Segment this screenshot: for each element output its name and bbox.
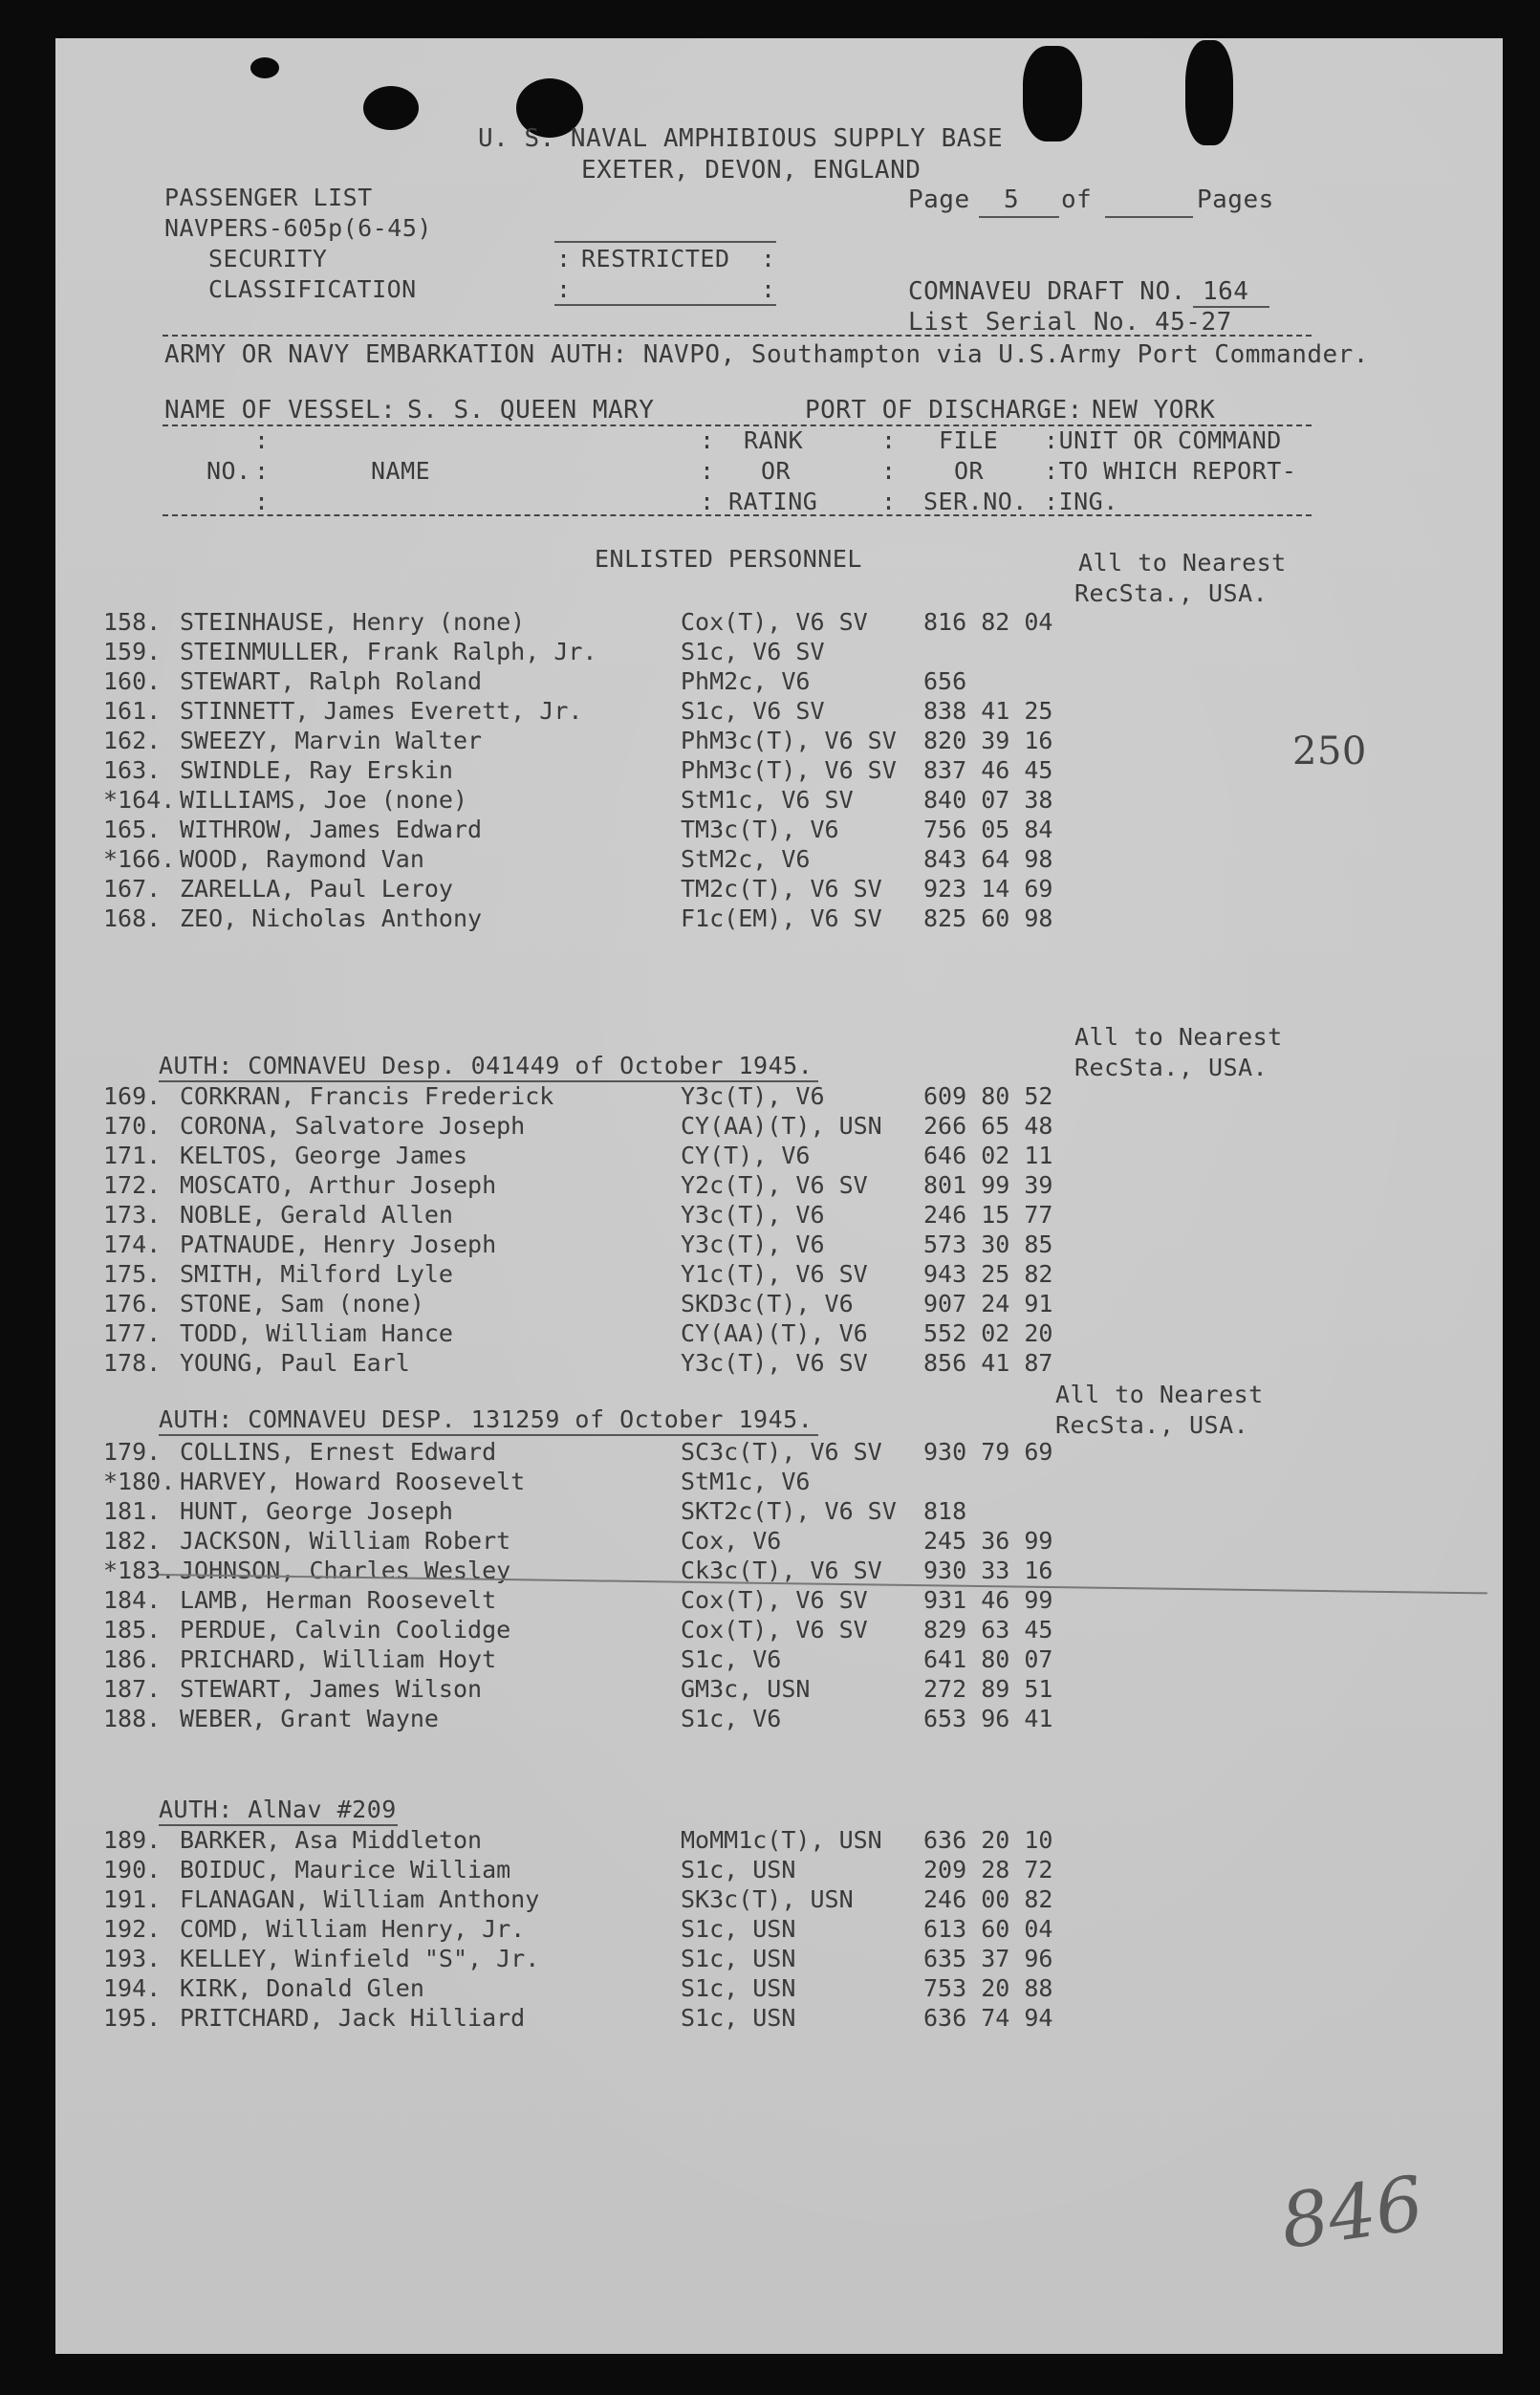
destination-note: RecSta., USA. bbox=[1074, 1054, 1269, 1081]
table-row bbox=[0, 1497, 1447, 1526]
section-title: ENLISTED PERSONNEL bbox=[595, 545, 862, 573]
passenger-name: STINNETT, James Everett, Jr. bbox=[180, 697, 583, 725]
row-number: 171. bbox=[103, 1142, 162, 1169]
rank-rating: S1c, USN bbox=[681, 1945, 796, 1972]
ink-blot bbox=[1023, 46, 1082, 142]
row-number: 185. bbox=[103, 1616, 162, 1644]
discharge-port: NEW YORK bbox=[1092, 396, 1216, 425]
service-number: 609 80 52 bbox=[923, 1082, 1053, 1110]
rank-rating: S1c, USN bbox=[681, 1974, 796, 2002]
header-divider bbox=[163, 335, 1312, 337]
rank-rating: PhM2c, V6 bbox=[681, 667, 811, 695]
column-unit-text: ING. bbox=[1058, 488, 1118, 515]
rank-rating: S1c, V6 bbox=[681, 1645, 782, 1673]
page-number-underline bbox=[979, 216, 1059, 218]
passenger-name: CORKRAN, Francis Frederick bbox=[180, 1082, 554, 1110]
row-number: *183. bbox=[103, 1557, 176, 1584]
column-colon: : bbox=[254, 488, 270, 515]
table-row bbox=[0, 1201, 1447, 1230]
passenger-name: PRICHARD, William Hoyt bbox=[180, 1645, 497, 1673]
rank-rating: SK3c(T), USN bbox=[681, 1885, 854, 1913]
handwritten-number: 846 bbox=[1275, 2161, 1429, 2266]
row-number: 161. bbox=[103, 697, 162, 725]
service-number: 656 bbox=[923, 667, 967, 695]
row-number: 163. bbox=[103, 756, 162, 784]
table-row bbox=[0, 697, 1447, 726]
column-rank: RANK bbox=[744, 426, 804, 454]
column-unit: :TO WHICH REPORT- bbox=[1044, 457, 1297, 485]
service-number: 837 46 45 bbox=[923, 756, 1053, 784]
passenger-name: HARVEY, Howard Roosevelt bbox=[180, 1468, 526, 1495]
section-title-underline bbox=[159, 1434, 818, 1436]
rank-rating: SKD3c(T), V6 bbox=[681, 1290, 854, 1317]
table-row bbox=[0, 1885, 1447, 1914]
service-number: 818 bbox=[923, 1497, 967, 1525]
security-label: SECURITY bbox=[208, 245, 328, 272]
security-colon: : bbox=[761, 275, 776, 303]
base-title-line2: EXETER, DEVON, ENGLAND bbox=[581, 156, 922, 185]
table-row bbox=[0, 1082, 1447, 1111]
row-number: 178. bbox=[103, 1349, 162, 1377]
row-number: 188. bbox=[103, 1705, 162, 1732]
service-number: 636 74 94 bbox=[923, 2004, 1053, 2032]
column-rank: OR bbox=[761, 457, 792, 485]
rank-rating: CY(T), V6 bbox=[681, 1142, 811, 1169]
rank-rating: TM2c(T), V6 SV bbox=[681, 875, 882, 903]
column-rank: RATING bbox=[728, 488, 818, 515]
page-label: Page bbox=[908, 185, 970, 214]
ink-blot bbox=[250, 57, 279, 78]
destination-note: RecSta., USA. bbox=[1074, 579, 1269, 607]
rank-rating: S1c, V6 SV bbox=[681, 638, 825, 665]
service-number: 930 79 69 bbox=[923, 1438, 1053, 1466]
service-number: 930 33 16 bbox=[923, 1557, 1053, 1584]
service-number: 209 28 72 bbox=[923, 1856, 1053, 1883]
passenger-name: WITHROW, James Edward bbox=[180, 816, 483, 843]
service-number: 246 00 82 bbox=[923, 1885, 1053, 1913]
row-number: 182. bbox=[103, 1527, 162, 1555]
row-number: 175. bbox=[103, 1260, 162, 1288]
rank-rating: Ck3c(T), V6 SV bbox=[681, 1557, 882, 1584]
table-row bbox=[0, 875, 1447, 904]
draft-label: COMNAVEU DRAFT NO. bbox=[908, 277, 1186, 306]
rank-rating: CY(AA)(T), USN bbox=[681, 1112, 882, 1140]
page-number: 5 bbox=[1004, 185, 1020, 214]
table-row bbox=[0, 1319, 1447, 1348]
passenger-name: HUNT, George Joseph bbox=[180, 1497, 453, 1525]
security-colon: : bbox=[556, 245, 572, 272]
table-row bbox=[0, 1645, 1447, 1674]
destination-note: RecSta., USA. bbox=[1055, 1411, 1249, 1439]
service-number: 245 36 99 bbox=[923, 1527, 1053, 1555]
rank-rating: Y3c(T), V6 bbox=[681, 1201, 825, 1229]
service-number: 636 20 10 bbox=[923, 1826, 1053, 1854]
passenger-name: ZARELLA, Paul Leroy bbox=[180, 875, 453, 903]
passenger-name: WILLIAMS, Joe (none) bbox=[180, 786, 468, 814]
service-number: 820 39 16 bbox=[923, 727, 1053, 754]
row-number: 176. bbox=[103, 1290, 162, 1317]
vessel-name: S. S. QUEEN MARY bbox=[407, 396, 655, 425]
table-row bbox=[0, 786, 1447, 815]
service-number: 843 64 98 bbox=[923, 845, 1053, 873]
rank-rating: StM2c, V6 bbox=[681, 845, 811, 873]
passenger-name: JOHNSON, Charles Wesley bbox=[180, 1557, 511, 1584]
row-number: 190. bbox=[103, 1856, 162, 1883]
table-row bbox=[0, 2004, 1447, 2033]
row-number: 167. bbox=[103, 875, 162, 903]
service-number: 923 14 69 bbox=[923, 875, 1053, 903]
row-number: 160. bbox=[103, 667, 162, 695]
security-top-rule bbox=[554, 241, 776, 243]
table-row bbox=[0, 1945, 1447, 1973]
column-unit: :UNIT OR COMMAND bbox=[1044, 426, 1282, 454]
column-colon: : bbox=[254, 426, 270, 454]
passenger-name: STEINHAUSE, Henry (none) bbox=[180, 608, 526, 636]
passenger-name: PATNAUDE, Henry Joseph bbox=[180, 1230, 497, 1258]
table-row bbox=[0, 667, 1447, 696]
row-number: 194. bbox=[103, 1974, 162, 2002]
pages-total-underline bbox=[1105, 216, 1193, 218]
passenger-name: CORONA, Salvatore Joseph bbox=[180, 1112, 526, 1140]
passenger-name: TODD, William Hance bbox=[180, 1319, 453, 1347]
service-number: 266 65 48 bbox=[923, 1112, 1053, 1140]
passenger-name: NOBLE, Gerald Allen bbox=[180, 1201, 453, 1229]
passenger-name: FLANAGAN, William Anthony bbox=[180, 1885, 540, 1913]
column-colon: : bbox=[700, 488, 715, 515]
embarkation-authority: ARMY OR NAVY EMBARKATION AUTH: NAVPO, Southampton via U.S.Army Port Commander. bbox=[164, 340, 1369, 369]
service-number: 613 60 04 bbox=[923, 1915, 1053, 1943]
service-number: 907 24 91 bbox=[923, 1290, 1053, 1317]
rank-rating: GM3c, USN bbox=[681, 1675, 811, 1703]
destination-note: All to Nearest bbox=[1078, 549, 1287, 577]
rank-rating: Cox(T), V6 SV bbox=[681, 1586, 868, 1614]
row-number: *164. bbox=[103, 786, 176, 814]
rank-rating: Cox(T), V6 SV bbox=[681, 1616, 868, 1644]
passenger-name: SWINDLE, Ray Erskin bbox=[180, 756, 453, 784]
passenger-name: BARKER, Asa Middleton bbox=[180, 1826, 483, 1854]
column-colon: : bbox=[700, 426, 715, 454]
table-row bbox=[0, 1856, 1447, 1884]
service-number: 838 41 25 bbox=[923, 697, 1053, 725]
passenger-name: BOIDUC, Maurice William bbox=[180, 1856, 511, 1883]
column-colon: : bbox=[881, 426, 897, 454]
rank-rating: Y3c(T), V6 bbox=[681, 1230, 825, 1258]
passenger-name: JACKSON, William Robert bbox=[180, 1527, 511, 1555]
row-number: 177. bbox=[103, 1319, 162, 1347]
table-row bbox=[0, 1142, 1447, 1170]
row-number: 186. bbox=[103, 1645, 162, 1673]
pages-label: Pages bbox=[1197, 185, 1274, 214]
column-colon: : bbox=[881, 488, 897, 515]
rank-rating: CY(AA)(T), V6 bbox=[681, 1319, 868, 1347]
passenger-name: KIRK, Donald Glen bbox=[180, 1974, 424, 2002]
column-colon: : bbox=[254, 457, 270, 485]
row-number: 165. bbox=[103, 816, 162, 843]
table-row bbox=[0, 1826, 1447, 1855]
table-row bbox=[0, 608, 1447, 637]
service-number: 801 99 39 bbox=[923, 1171, 1053, 1199]
rank-rating: MoMM1c(T), USN bbox=[681, 1826, 882, 1854]
row-number: 195. bbox=[103, 2004, 162, 2032]
table-row bbox=[0, 638, 1447, 666]
service-number: 756 05 84 bbox=[923, 816, 1053, 843]
margin-number: 250 bbox=[1292, 729, 1367, 773]
row-number: *180. bbox=[103, 1468, 176, 1495]
service-number: 816 82 04 bbox=[923, 608, 1053, 636]
row-number: 162. bbox=[103, 727, 162, 754]
table-row bbox=[0, 1112, 1447, 1141]
passenger-name: ZEO, Nicholas Anthony bbox=[180, 904, 483, 932]
security-bottom-rule bbox=[554, 304, 776, 306]
rank-rating: S1c, USN bbox=[681, 2004, 796, 2032]
column-file: OR bbox=[954, 457, 985, 485]
passenger-name: WOOD, Raymond Van bbox=[180, 845, 424, 873]
row-number: *166. bbox=[103, 845, 176, 873]
service-number: 943 25 82 bbox=[923, 1260, 1053, 1288]
rank-rating: StM1c, V6 bbox=[681, 1468, 811, 1495]
form-title: PASSENGER LIST bbox=[164, 184, 373, 211]
table-row bbox=[0, 1616, 1447, 1644]
section-title: AUTH: COMNAVEU Desp. 041449 of October 1945. bbox=[159, 1052, 813, 1079]
passenger-name: COLLINS, Ernest Edward bbox=[180, 1438, 497, 1466]
base-title-line1: U. S. NAVAL AMPHIBIOUS SUPPLY BASE bbox=[478, 124, 1004, 153]
column-unit-text: UNIT OR COMMAND bbox=[1058, 426, 1282, 454]
service-number: 825 60 98 bbox=[923, 904, 1053, 932]
passenger-name: SWEEZY, Marvin Walter bbox=[180, 727, 483, 754]
rank-rating: SKT2c(T), V6 SV bbox=[681, 1497, 897, 1525]
service-number: 641 80 07 bbox=[923, 1645, 1053, 1673]
column-file: SER.NO. bbox=[923, 488, 1028, 515]
table-row bbox=[0, 1468, 1447, 1496]
row-number: 169. bbox=[103, 1082, 162, 1110]
ink-blot bbox=[363, 86, 419, 130]
serial-label: List Serial No. bbox=[908, 308, 1140, 337]
security-value: RESTRICTED bbox=[581, 245, 730, 272]
rank-rating: Y3c(T), V6 SV bbox=[681, 1349, 868, 1377]
table-row bbox=[0, 1915, 1447, 1944]
column-unit: :ING. bbox=[1044, 488, 1118, 515]
section-title: AUTH: AlNav #209 bbox=[159, 1796, 397, 1823]
table-row bbox=[0, 845, 1447, 874]
passenger-name: WEBER, Grant Wayne bbox=[180, 1705, 439, 1732]
form-number: NAVPERS-605p(6-45) bbox=[164, 214, 432, 242]
service-number: 552 02 20 bbox=[923, 1319, 1053, 1347]
rank-rating: Y1c(T), V6 SV bbox=[681, 1260, 868, 1288]
column-unit-text: TO WHICH REPORT- bbox=[1058, 457, 1297, 485]
table-row bbox=[0, 1260, 1447, 1289]
service-number: 573 30 85 bbox=[923, 1230, 1053, 1258]
column-colon: : bbox=[700, 457, 715, 485]
service-number: 653 96 41 bbox=[923, 1705, 1053, 1732]
classification-label: CLASSIFICATION bbox=[208, 275, 417, 303]
passenger-name: COMD, William Henry, Jr. bbox=[180, 1915, 526, 1943]
rank-rating: PhM3c(T), V6 SV bbox=[681, 756, 897, 784]
row-number: 193. bbox=[103, 1945, 162, 1972]
rank-rating: TM3c(T), V6 bbox=[681, 816, 839, 843]
service-number: 753 20 88 bbox=[923, 1974, 1053, 2002]
passenger-name: PERDUE, Calvin Coolidge bbox=[180, 1616, 511, 1644]
service-number: 931 46 99 bbox=[923, 1586, 1053, 1614]
column-no: NO. bbox=[206, 457, 251, 485]
passenger-name: YOUNG, Paul Earl bbox=[180, 1349, 410, 1377]
draft-number: 164 bbox=[1203, 277, 1249, 306]
rank-rating: SC3c(T), V6 SV bbox=[681, 1438, 882, 1466]
rank-rating: Y3c(T), V6 bbox=[681, 1082, 825, 1110]
table-row bbox=[0, 756, 1447, 785]
service-number: 272 89 51 bbox=[923, 1675, 1053, 1703]
discharge-label: PORT OF DISCHARGE: bbox=[805, 396, 1083, 425]
service-number: 856 41 87 bbox=[923, 1349, 1053, 1377]
row-number: 192. bbox=[103, 1915, 162, 1943]
rank-rating: F1c(EM), V6 SV bbox=[681, 904, 882, 932]
rank-rating: S1c, V6 bbox=[681, 1705, 782, 1732]
table-row bbox=[0, 1527, 1447, 1556]
service-number: 829 63 45 bbox=[923, 1616, 1053, 1644]
table-row bbox=[0, 1675, 1447, 1704]
rank-rating: Cox, V6 bbox=[681, 1527, 782, 1555]
passenger-name: LAMB, Herman Roosevelt bbox=[180, 1586, 497, 1614]
rank-rating: S1c, V6 SV bbox=[681, 697, 825, 725]
table-row bbox=[0, 1290, 1447, 1318]
passenger-name: KELTOS, George James bbox=[180, 1142, 468, 1169]
destination-note: All to Nearest bbox=[1055, 1381, 1264, 1408]
security-colon: : bbox=[761, 245, 776, 272]
passenger-name: KELLEY, Winfield "S", Jr. bbox=[180, 1945, 540, 1972]
row-number: 159. bbox=[103, 638, 162, 665]
table-row bbox=[0, 816, 1447, 844]
rank-rating: S1c, USN bbox=[681, 1915, 796, 1943]
row-number: 187. bbox=[103, 1675, 162, 1703]
service-number: 246 15 77 bbox=[923, 1201, 1053, 1229]
rank-rating: S1c, USN bbox=[681, 1856, 796, 1883]
table-row bbox=[0, 904, 1447, 933]
row-number: 174. bbox=[103, 1230, 162, 1258]
column-file: FILE bbox=[939, 426, 999, 454]
table-row bbox=[0, 1705, 1447, 1733]
row-number: 184. bbox=[103, 1586, 162, 1614]
row-number: 170. bbox=[103, 1112, 162, 1140]
service-number: 646 02 11 bbox=[923, 1142, 1053, 1169]
row-number: 191. bbox=[103, 1885, 162, 1913]
section-title: AUTH: COMNAVEU DESP. 131259 of October 1945. bbox=[159, 1405, 813, 1433]
rank-rating: Cox(T), V6 SV bbox=[681, 608, 868, 636]
table-row bbox=[0, 1171, 1447, 1200]
passenger-name: STEWART, Ralph Roland bbox=[180, 667, 483, 695]
of-label: of bbox=[1061, 185, 1093, 214]
column-colon: : bbox=[881, 457, 897, 485]
row-number: 181. bbox=[103, 1497, 162, 1525]
rank-rating: Y2c(T), V6 SV bbox=[681, 1171, 868, 1199]
vessel-label: NAME OF VESSEL: bbox=[164, 396, 397, 425]
table-row bbox=[0, 1349, 1447, 1378]
rank-rating: PhM3c(T), V6 SV bbox=[681, 727, 897, 754]
service-number: 840 07 38 bbox=[923, 786, 1053, 814]
service-number: 635 37 96 bbox=[923, 1945, 1053, 1972]
column-header-divider bbox=[163, 514, 1312, 516]
table-row bbox=[0, 1438, 1447, 1467]
row-number: 172. bbox=[103, 1171, 162, 1199]
row-number: 189. bbox=[103, 1826, 162, 1854]
passenger-name: STONE, Sam (none) bbox=[180, 1290, 424, 1317]
destination-note: All to Nearest bbox=[1074, 1023, 1283, 1051]
table-row bbox=[0, 1230, 1447, 1259]
rank-rating: StM1c, V6 SV bbox=[681, 786, 854, 814]
passenger-name: STEWART, James Wilson bbox=[180, 1675, 483, 1703]
passenger-name: PRITCHARD, Jack Hilliard bbox=[180, 2004, 526, 2032]
row-number: 158. bbox=[103, 608, 162, 636]
table-row bbox=[0, 1974, 1447, 2003]
row-number: 173. bbox=[103, 1201, 162, 1229]
passenger-name: STEINMULLER, Frank Ralph, Jr. bbox=[180, 638, 597, 665]
row-number: 179. bbox=[103, 1438, 162, 1466]
column-name: NAME bbox=[371, 457, 431, 485]
table-row bbox=[0, 727, 1447, 755]
security-colon: : bbox=[556, 275, 572, 303]
passenger-name: MOSCATO, Arthur Joseph bbox=[180, 1171, 497, 1199]
row-number: 168. bbox=[103, 904, 162, 932]
serial-number: 45-27 bbox=[1155, 308, 1232, 337]
passenger-name: SMITH, Milford Lyle bbox=[180, 1260, 453, 1288]
ink-blot bbox=[1185, 40, 1233, 145]
